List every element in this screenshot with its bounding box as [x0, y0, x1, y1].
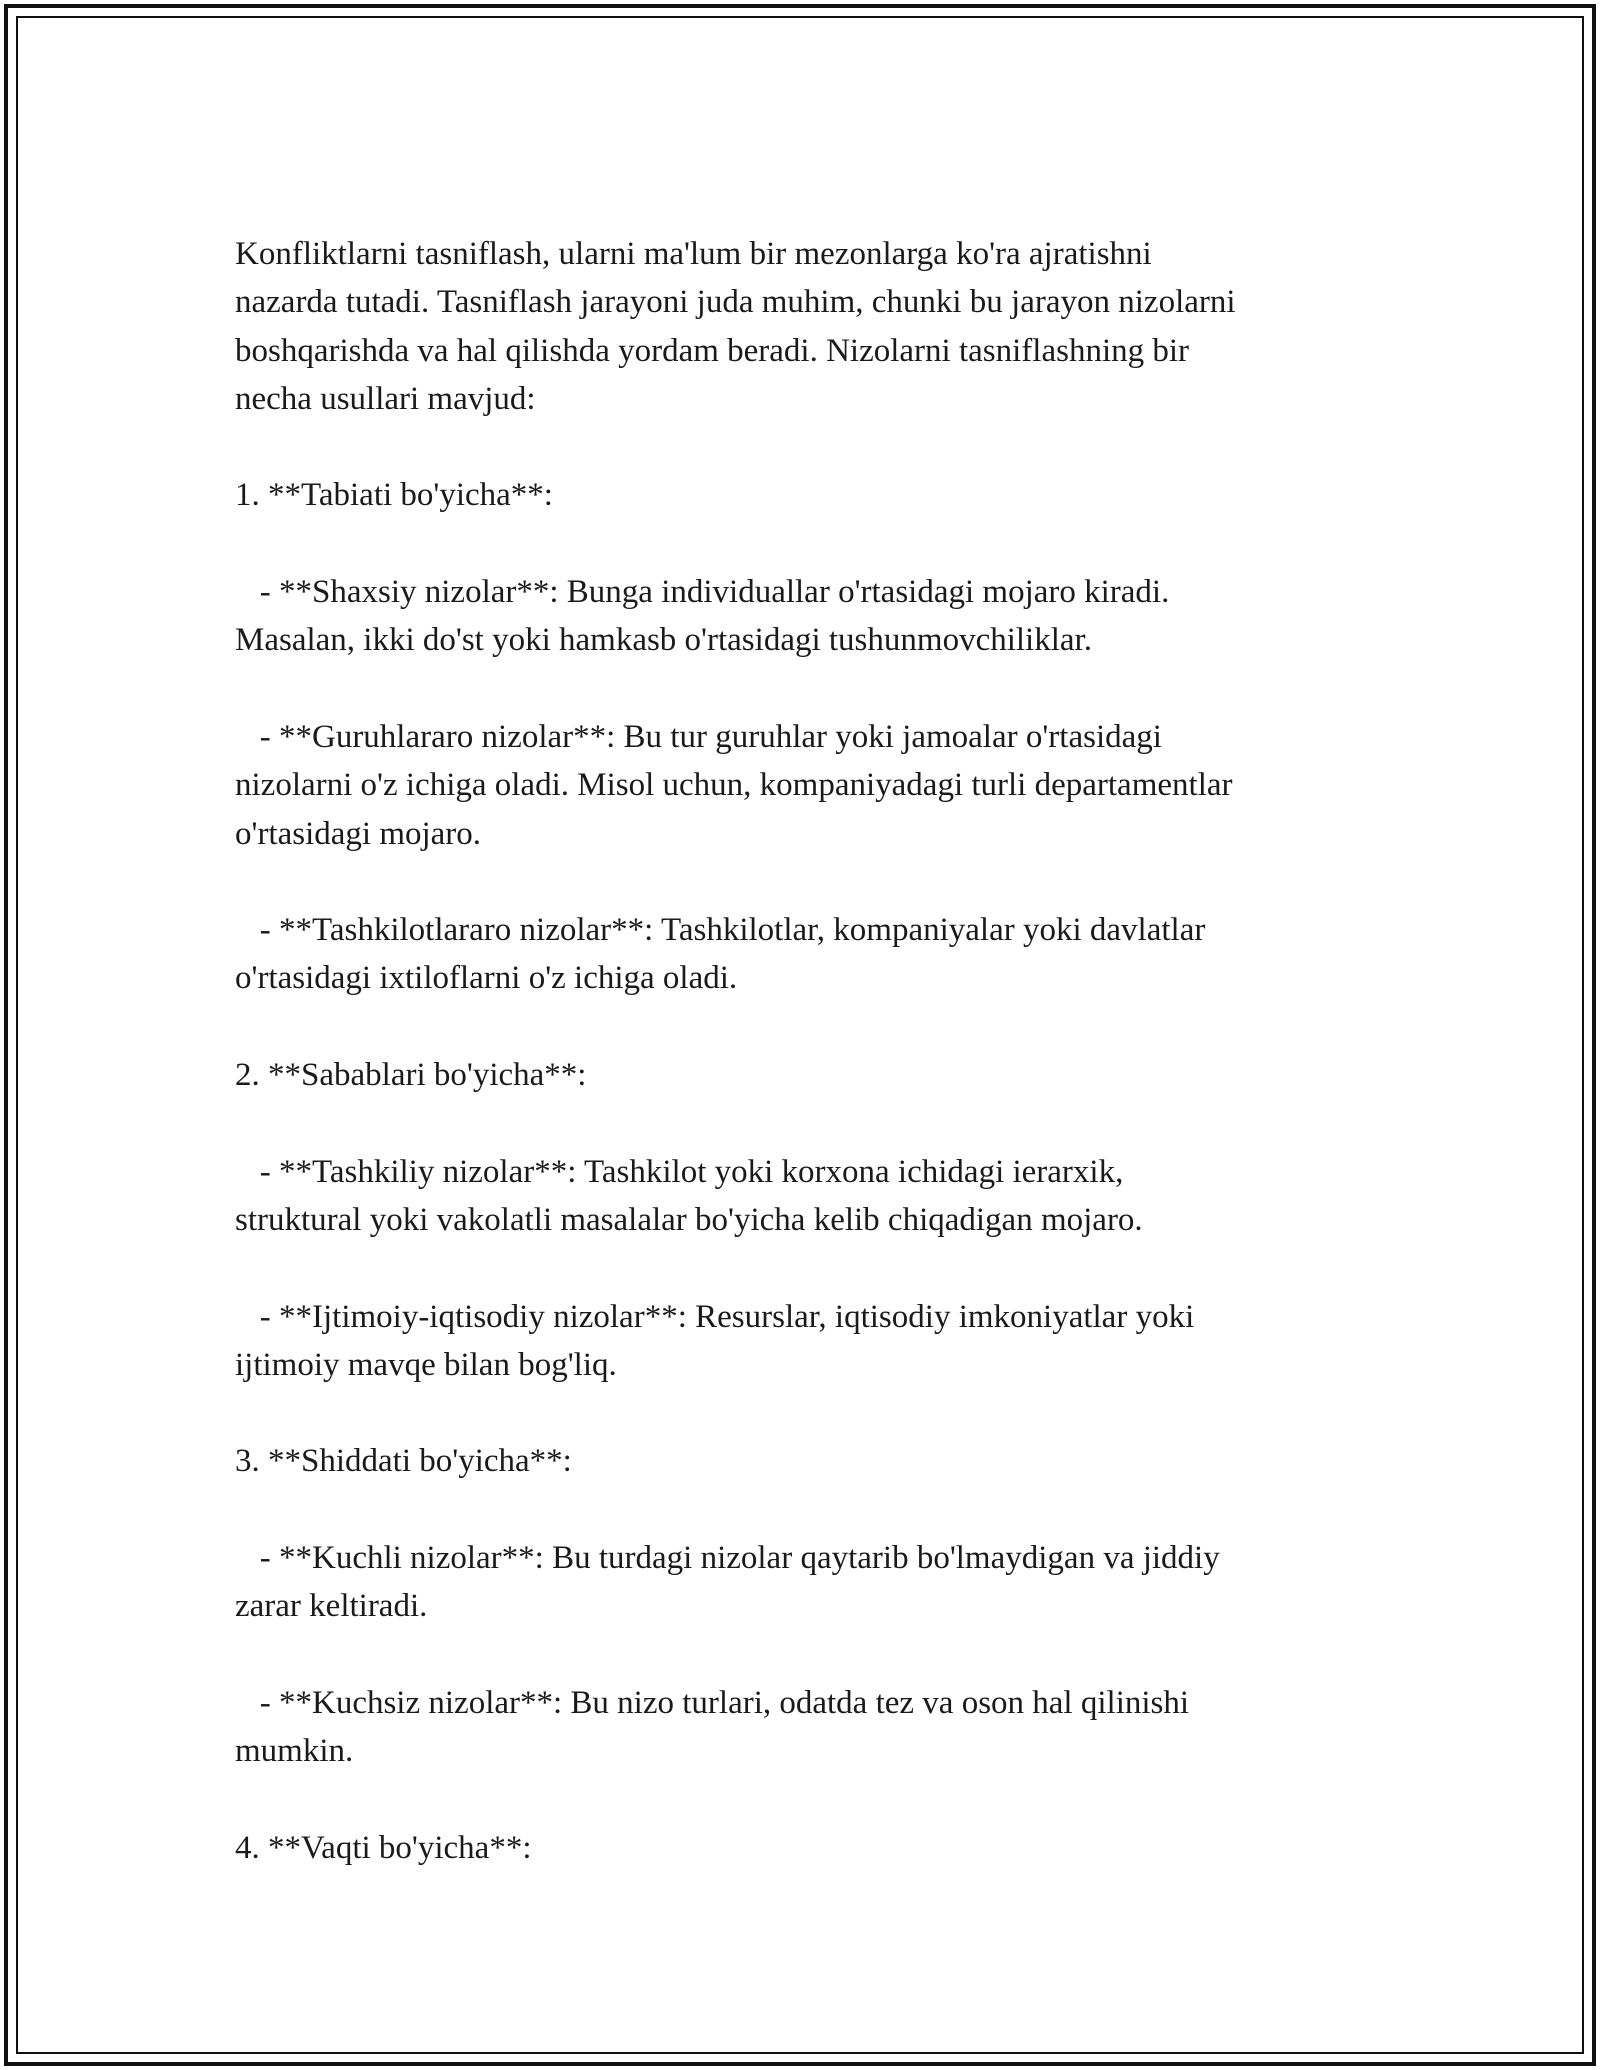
- paragraph: [235, 1824, 1385, 1872]
- text-line: [235, 1148, 1385, 1196]
- text-line: [235, 568, 1385, 616]
- line-text: - **Kuchsiz nizolar**: Bu nizo turlari, odatda tez va oson hal qilinishi: [259, 1684, 1190, 1721]
- line-text: 1. **Tabiati bo'yicha**:: [235, 477, 553, 514]
- text-line: [235, 230, 1385, 278]
- line-text: zarar keltiradi.: [235, 1588, 428, 1625]
- line-text: mumkin.: [235, 1733, 354, 1770]
- paragraph: [235, 906, 1385, 1003]
- line-text: Masalan, ikki do'st yoki hamkasb o'rtasidagi tushunmovchiliklar.: [235, 622, 1092, 659]
- text-line: [235, 1824, 1385, 1872]
- paragraph: [235, 713, 1385, 858]
- text-line: [235, 713, 1385, 761]
- text-line: [235, 1051, 1385, 1099]
- text-line: [235, 1341, 1385, 1389]
- text-line: [235, 616, 1385, 664]
- text-line: [235, 761, 1385, 809]
- text-line: [235, 1196, 1385, 1244]
- line-text: 2. **Sabablari bo'yicha**:: [235, 1057, 587, 1094]
- text-line: [235, 471, 1385, 519]
- line-text: 4. **Vaqti bo'yicha**:: [235, 1829, 532, 1866]
- paragraph: [235, 1437, 1385, 1485]
- line-text: nazarda tutadi. Tasniflash jarayoni juda muhim, chunki bu jarayon nizolarni: [235, 284, 1236, 321]
- line-text: - **Tashkiliy nizolar**: Tashkilot yoki korxona ichidagi ierarxik,: [259, 1153, 1124, 1190]
- line-indent: [235, 1299, 260, 1335]
- line-text: struktural yoki vakolatli masalalar bo'yicha kelib chiqadigan mojaro.: [235, 1201, 1143, 1238]
- line-text: - **Tashkilotlararo nizolar**: Tashkilotlar, kompaniyalar yoki davlatlar: [259, 912, 1206, 949]
- line-text: boshqarishda va hal qilishda yordam beradi. Nizolarni tasniflashning bir: [235, 332, 1190, 369]
- paragraph: [235, 1051, 1385, 1099]
- text-line: [235, 906, 1385, 954]
- line-text: - **Kuchli nizolar**: Bu turdagi nizolar qaytarib bo'lmaydigan va jiddiy: [259, 1540, 1220, 1577]
- line-text: necha usullari mavjud:: [235, 380, 536, 417]
- line-text: o'rtasidagi mojaro.: [235, 815, 482, 852]
- text-line: [235, 1293, 1385, 1341]
- paragraph: [235, 1679, 1385, 1776]
- line-text: nizolarni o'z ichiga oladi. Misol uchun, kompaniyadagi turli departamentlar: [235, 767, 1233, 804]
- text-line: [235, 1437, 1385, 1485]
- text-line: [235, 1679, 1385, 1727]
- line-indent: [235, 912, 260, 948]
- paragraph: [235, 1293, 1385, 1390]
- text-line: [235, 954, 1385, 1002]
- line-indent: [235, 1540, 260, 1576]
- text-line: [235, 1534, 1385, 1582]
- line-indent: [235, 574, 260, 610]
- line-text: - **Shaxsiy nizolar**: Bunga individuallar o'rtasidagi mojaro kiradi.: [259, 574, 1170, 611]
- text-line: [235, 810, 1385, 858]
- text-line: [235, 375, 1385, 423]
- paragraph: [235, 1148, 1385, 1245]
- line-text: o'rtasidagi ixtiloflarni o'z ichiga oladi.: [235, 960, 738, 997]
- paragraph: [235, 230, 1385, 423]
- line-text: - **Ijtimoiy-iqtisodiy nizolar**: Resurslar, iqtisodiy imkoniyatlar yoki: [259, 1298, 1195, 1335]
- paragraph: [235, 471, 1385, 519]
- document-body: [235, 230, 1385, 1872]
- text-line: [235, 278, 1385, 326]
- line-text: - **Guruhlararo nizolar**: Bu tur guruhlar yoki jamoalar o'rtasidagi: [259, 718, 1162, 755]
- line-indent: [235, 1154, 260, 1190]
- paragraph: [235, 568, 1385, 665]
- text-line: [235, 327, 1385, 375]
- line-indent: [235, 1685, 260, 1721]
- line-indent: [235, 719, 260, 755]
- line-text: ijtimoiy mavqe bilan bog'liq.: [235, 1346, 617, 1383]
- line-text: Konfliktlarni tasniflash, ularni ma'lum bir mezonlarga ko'ra ajratishni: [235, 236, 1152, 272]
- text-line: [235, 1582, 1385, 1630]
- paragraph: [235, 1534, 1385, 1631]
- text-line: [235, 1727, 1385, 1775]
- line-text: 3. **Shiddati bo'yicha**:: [235, 1443, 572, 1480]
